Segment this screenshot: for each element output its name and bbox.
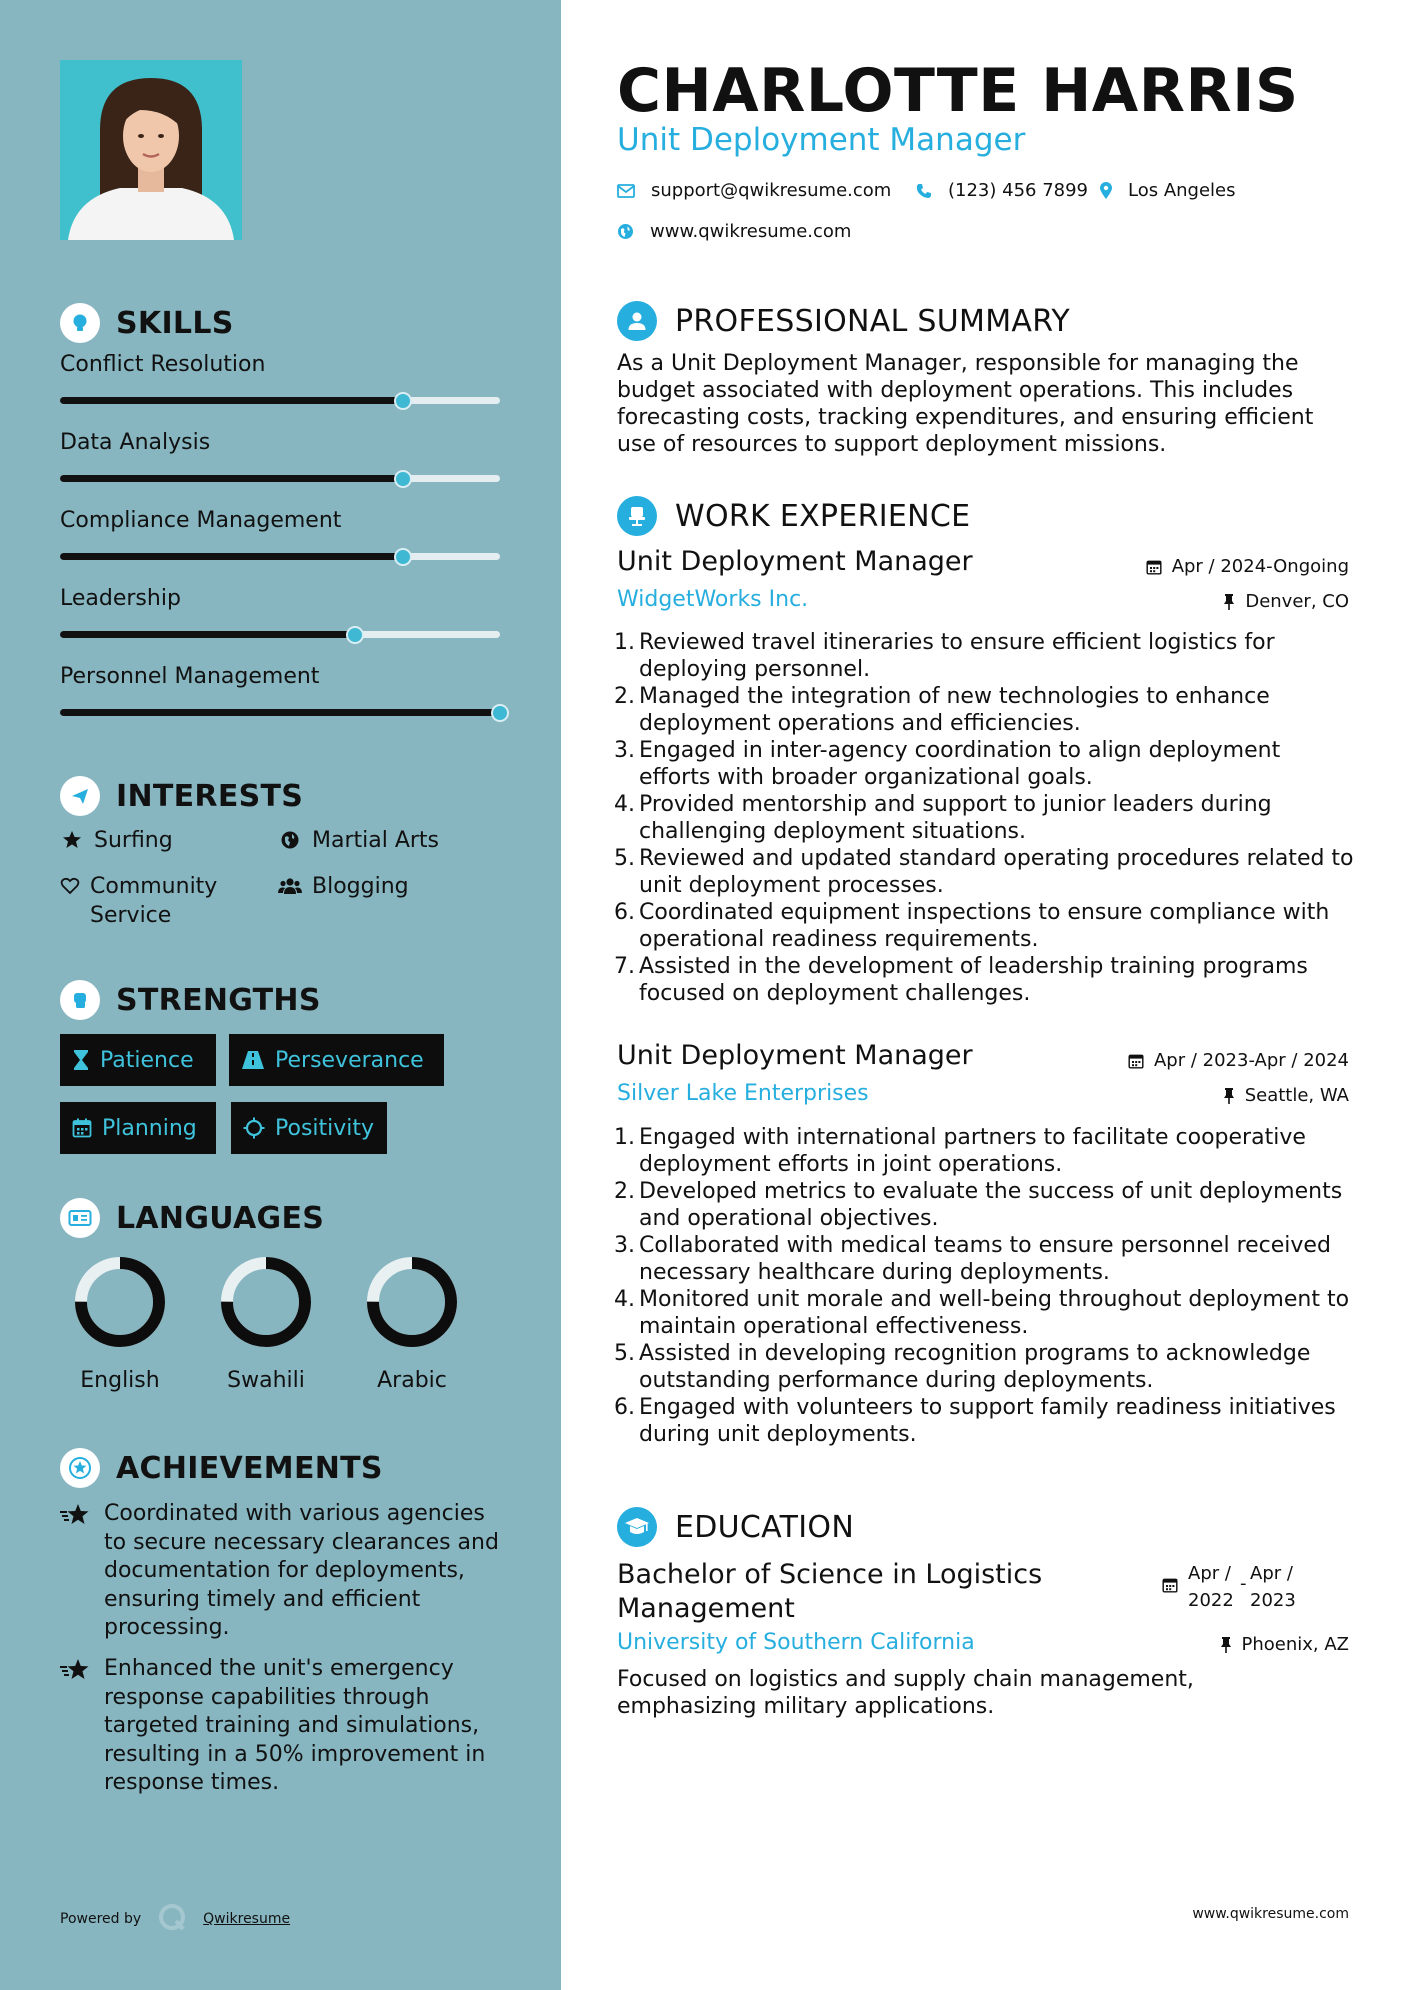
language-ring xyxy=(72,1254,168,1350)
skill-item: Compliance Management xyxy=(60,508,500,560)
contact-location: Los Angeles xyxy=(1100,180,1236,201)
paper-plane-icon xyxy=(60,776,100,816)
heart-icon xyxy=(60,872,80,896)
bullet-number: 1. xyxy=(614,1125,635,1150)
skill-bar-fill xyxy=(60,631,355,638)
bullet-number: 2. xyxy=(614,1179,635,1204)
interests-heading: INTERESTS xyxy=(60,776,303,816)
strength-chip: Positivity xyxy=(231,1102,387,1154)
strength-chip: Patience xyxy=(60,1034,216,1086)
interest-item: Martial Arts xyxy=(278,826,439,855)
pushpin-icon xyxy=(1223,1088,1235,1104)
bullet-number: 6. xyxy=(614,1395,635,1420)
language-card-icon xyxy=(60,1198,100,1238)
star-badge-icon xyxy=(60,1655,94,1686)
education-school: University of Southern California xyxy=(617,1630,975,1655)
skills-heading: SKILLS xyxy=(60,303,234,343)
lightbulb-icon xyxy=(60,303,100,343)
skill-bar-fill xyxy=(60,553,403,560)
list-item: 5. Assisted in developing recognition programs to acknowledge outstanding performance during deployments. xyxy=(607,1340,1357,1394)
skill-item: Leadership xyxy=(60,586,500,638)
education-location: Phoenix, AZ xyxy=(1220,1634,1350,1655)
map-pin-icon xyxy=(1100,182,1112,200)
profile-photo xyxy=(60,60,242,240)
skill-item: Conflict Resolution xyxy=(60,352,500,404)
road-icon xyxy=(241,1050,265,1070)
interest-item: Surfing xyxy=(60,826,173,855)
globe-icon xyxy=(617,223,634,240)
job-title: Unit Deployment Manager xyxy=(617,546,973,577)
star-icon xyxy=(60,826,84,850)
job-dates: Apr / 2024-Ongoing xyxy=(1146,556,1349,577)
skill-bar-knob xyxy=(491,704,509,722)
language-ring xyxy=(218,1254,314,1350)
skill-bar xyxy=(60,553,500,560)
bullet-number: 3. xyxy=(614,1233,635,1258)
candidate-name: CHARLOTTE HARRIS xyxy=(617,56,1299,126)
achievement-item: Coordinated with various agencies to secure necessary clearances and documentation for deployments, ensuring timely and efficient processing. xyxy=(60,1500,510,1643)
calendar-icon xyxy=(1162,1574,1178,1601)
job-location: Denver, CO xyxy=(1223,591,1349,612)
bullet-number: 1. xyxy=(614,630,635,655)
skill-bar-fill xyxy=(60,475,403,482)
list-item: 1. Reviewed travel itineraries to ensure efficient logistics for deploying personnel. xyxy=(607,629,1357,683)
bullet-number: 5. xyxy=(614,1341,635,1366)
job-title: Unit Deployment Manager xyxy=(617,1040,973,1071)
skill-item: Personnel Management xyxy=(60,664,500,716)
list-item: 6. Engaged with volunteers to support family readiness initiatives during unit deployments. xyxy=(607,1394,1357,1448)
users-icon xyxy=(278,872,302,896)
contact-email[interactable]: support@qwikresume.com xyxy=(617,180,891,201)
skill-bar-knob xyxy=(394,470,412,488)
skill-bar xyxy=(60,709,500,716)
hourglass-icon xyxy=(72,1049,90,1071)
skill-bar-knob xyxy=(394,392,412,410)
globe-icon xyxy=(278,826,302,850)
bullet-number: 6. xyxy=(614,900,635,925)
contact-website[interactable]: www.qwikresume.com xyxy=(617,221,851,242)
job-bullets xyxy=(607,629,1357,1007)
language-item: Swahili xyxy=(206,1254,326,1393)
job-dates: Apr / 2023-Apr / 2024 xyxy=(1128,1050,1349,1071)
phone-icon xyxy=(916,183,932,199)
user-icon xyxy=(617,301,657,341)
calendar-icon xyxy=(72,1118,92,1138)
skill-bar-knob xyxy=(346,626,364,644)
education-end: Apr / 2023 xyxy=(1250,1563,1296,1611)
list-item: 3. Engaged in inter-agency coordination to align deployment efforts with broader organizational goals. xyxy=(607,737,1357,791)
language-item: English xyxy=(60,1254,180,1393)
skill-bar xyxy=(60,631,500,638)
star-badge-icon xyxy=(60,1500,94,1531)
job-bullets xyxy=(607,1124,1357,1448)
strength-chip: Perseverance xyxy=(229,1034,444,1086)
education-description: Focused on logistics and supply chain management, emphasizing military applications. xyxy=(617,1667,1194,1719)
job-location: Seattle, WA xyxy=(1223,1085,1349,1106)
education-heading: EDUCATION xyxy=(617,1507,854,1547)
job-company: WidgetWorks Inc. xyxy=(617,587,809,612)
list-item: 2. Developed metrics to evaluate the success of unit deployments and operational objectives. xyxy=(607,1178,1357,1232)
candidate-role: Unit Deployment Manager xyxy=(617,122,1026,158)
languages-heading: LANGUAGES xyxy=(60,1198,324,1238)
achievements-heading: ACHIEVEMENTS xyxy=(60,1448,383,1488)
list-item: 4. Monitored unit morale and well-being throughout deployment to maintain operational effectiveness. xyxy=(607,1286,1357,1340)
award-star-icon xyxy=(60,1448,100,1488)
skill-bar-fill xyxy=(60,709,500,716)
language-ring xyxy=(364,1254,460,1350)
summary-text: As a Unit Deployment Manager, responsible for managing the budget associated with deployment operations. This includes forecasting costs, tracking expenditures, and ensuring efficient use of resources to support deployment missions. xyxy=(617,351,1314,457)
education-degree: Bachelor of Science in Logistics Management xyxy=(617,1559,1043,1624)
list-item: 4. Provided mentorship and support to junior leaders during challenging deployment situations. xyxy=(607,791,1357,845)
skill-bar-fill xyxy=(60,397,403,404)
powered-by: Powered by Qwikresume xyxy=(60,1902,290,1936)
graduation-cap-icon xyxy=(617,1507,657,1547)
list-item: 1. Engaged with international partners to facilitate cooperative deployment efforts in joint operations. xyxy=(607,1124,1357,1178)
sidebar xyxy=(0,0,561,1990)
qwikresume-logo-icon xyxy=(157,1902,187,1936)
bullet-number: 7. xyxy=(614,954,635,979)
education-dates: Apr / 2022 - Apr / 2023 xyxy=(1162,1560,1302,1614)
summary-heading: PROFESSIONAL SUMMARY xyxy=(617,301,1070,341)
qwikresume-link[interactable]: Qwikresume xyxy=(203,1911,291,1927)
bullet-number: 5. xyxy=(614,846,635,871)
bullet-number: 3. xyxy=(614,738,635,763)
calendar-icon xyxy=(1146,559,1162,575)
achievement-item: Enhanced the unit's emergency response capabilities through targeted training and simulations, resulting in a 50% improvement in response times. xyxy=(60,1655,510,1798)
experience-heading: WORK EXPERIENCE xyxy=(617,496,970,536)
job-company: Silver Lake Enterprises xyxy=(617,1081,869,1106)
gear-icon xyxy=(243,1117,265,1139)
contact-phone[interactable]: (123) 456 7899 xyxy=(916,180,1088,201)
calendar-icon xyxy=(1128,1053,1144,1069)
bullet-number: 2. xyxy=(614,684,635,709)
strength-chip: Planning xyxy=(60,1102,216,1154)
bullet-number: 4. xyxy=(614,792,635,817)
skill-bar xyxy=(60,397,500,404)
footer-website-link[interactable]: www.qwikresume.com xyxy=(1192,1906,1349,1922)
envelope-icon xyxy=(617,184,635,198)
list-item: 6. Coordinated equipment inspections to ensure compliance with operational readiness requirements. xyxy=(607,899,1357,953)
interest-item: Community Service xyxy=(60,872,260,930)
list-item: 2. Managed the integration of new technologies to enhance deployment operations and efficiencies. xyxy=(607,683,1357,737)
fist-icon xyxy=(60,980,100,1020)
list-item: 5. Reviewed and updated standard operating procedures related to unit deployment processes. xyxy=(607,845,1357,899)
skill-bar xyxy=(60,475,500,482)
pushpin-icon xyxy=(1220,1637,1232,1653)
pushpin-icon xyxy=(1223,594,1235,610)
language-item: Arabic xyxy=(352,1254,472,1393)
list-item: 7. Assisted in the development of leadership training programs focused on deployment challenges. xyxy=(607,953,1357,1007)
education-start: Apr / 2022 xyxy=(1188,1563,1234,1611)
strengths-heading: STRENGTHS xyxy=(60,980,321,1020)
skill-item: Data Analysis xyxy=(60,430,500,482)
interest-item: Blogging xyxy=(278,872,409,901)
skill-bar-knob xyxy=(394,548,412,566)
office-chair-icon xyxy=(617,496,657,536)
bullet-number: 4. xyxy=(614,1287,635,1312)
list-item: 3. Collaborated with medical teams to ensure personnel received necessary healthcare during deployments. xyxy=(607,1232,1357,1286)
